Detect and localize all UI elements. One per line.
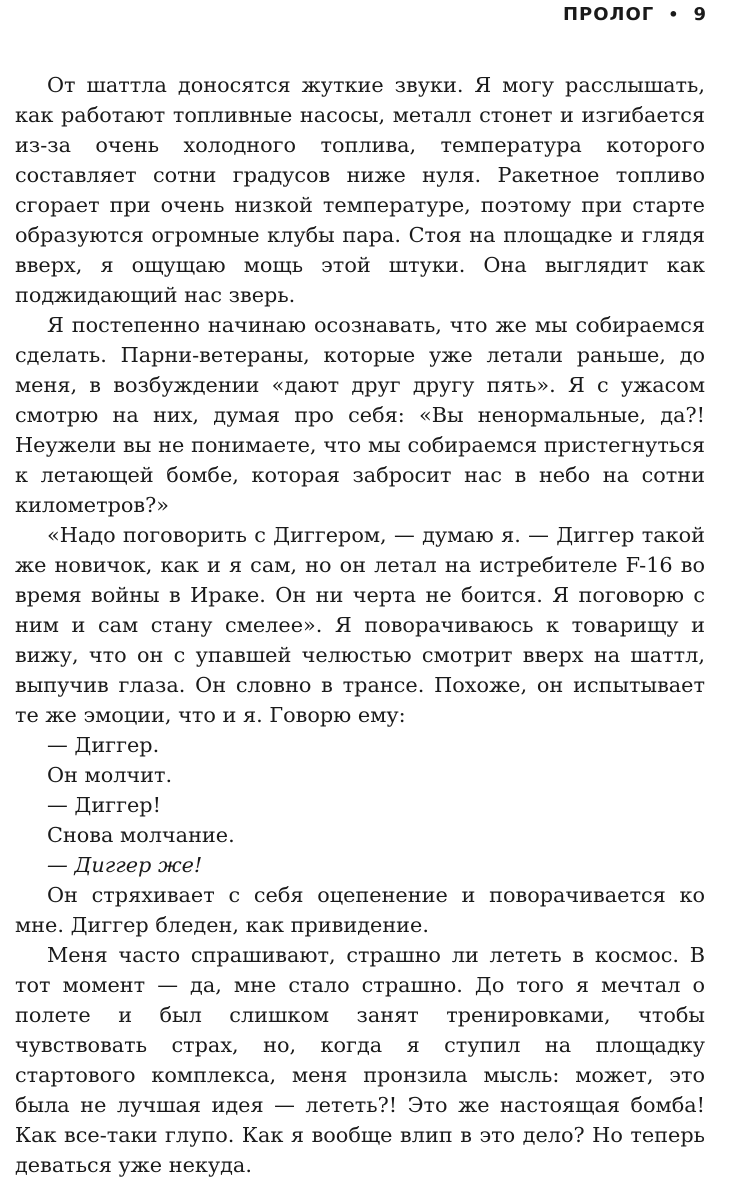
dialogue-line: — Диггер. xyxy=(47,733,160,757)
page-number: 9 xyxy=(693,4,707,25)
separator-bullet: • xyxy=(668,5,680,24)
paragraph: Снова молчание. xyxy=(47,823,235,847)
paragraph: Он молчит. xyxy=(47,763,173,787)
dialogue-line: — Диггер! xyxy=(47,793,161,817)
paragraph: Он стряхивает с себя оцепенение и поворачивается ко мне. Диггер бледен, как привидение. xyxy=(15,883,705,937)
paragraph: От шаттла доносятся жуткие звуки. Я могу расслышать, как работают топливные насосы, металл стонет и изгибается из-за очень холодного топлива, температура которого составляет сотни градусов ниже нуля. Ракетное топливо сгорает при очень низкой температуре, поэтому при старте образуются огромные клубы пара. Стоя на площадке и глядя вверх, я ощущаю мощь этой штуки. Она выглядит как поджидающий нас зверь. xyxy=(15,73,705,307)
paragraph: Я постепенно начинаю осознавать, что же мы собираемся сделать. Парни-ветераны, которые уже летали раньше, до меня, в возбуждении «дают друг другу пять». Я с ужасом смотрю на них, думая про себя: «Вы ненормальные, да?! Неужели вы не понимаете, что мы собираемся пристегнуться к летающей бомбе, которая забросит нас в небо на сотни километров?» xyxy=(15,313,705,517)
running-head xyxy=(563,4,707,25)
paragraph: Меня часто спрашивают, страшно ли лететь в космос. В тот момент — да, мне стало страшно. До того я мечтал о полете и был слишком занят тренировками, чтобы чувствовать страх, но, когда я ступил на площадку стартового комплекса, меня пронзила мысль: может, это была не лучшая идея — лететь?! Это же настоящая бомба! Как все-таки глупо. Как я вообще влип в это дело? Но теперь деваться уже некуда. xyxy=(15,943,705,1177)
paragraph: «Надо поговорить с Диггером, — думаю я. — Диггер такой же новичок, как и я сам, но он летал на истребителе F-16 во время войны в Ираке. Он ни черта не боится. Я поговорю с ним и сам стану смелее». Я поворачиваюсь к товарищу и вижу, что он с упавшей челюстью смотрит вверх на шаттл, выпучив глаза. Он словно в трансе. Похоже, он испытывает те же эмоции, что и я. Говорю ему: xyxy=(15,523,705,727)
section-title: ПРОЛОГ xyxy=(562,4,655,25)
body-text xyxy=(15,70,705,1180)
dialogue-line-italic: — Диггер же! xyxy=(47,853,203,877)
